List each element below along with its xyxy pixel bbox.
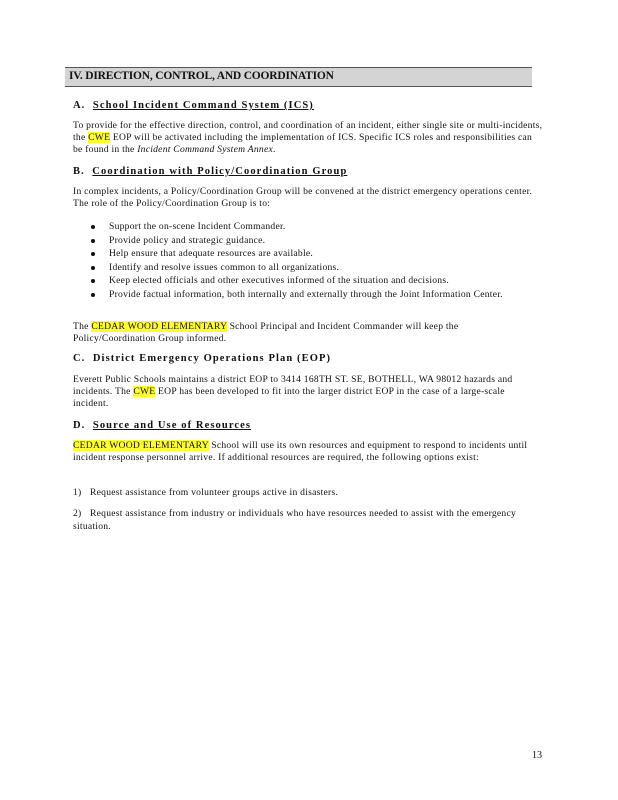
option-item-2	[73, 507, 543, 533]
list-item-text: Support the on-scene Incident Commander.	[109, 221, 286, 232]
subsection-c-title: District Emergency Operations Plan (EOP)	[92, 353, 332, 364]
section-title: IV. DIRECTION, CONTROL, AND COORDINATION	[69, 70, 334, 82]
subsection-a-annex-ref: Incident Command System Annex	[137, 143, 273, 155]
subsection-c-paragraph	[73, 374, 543, 409]
option-item-1	[73, 486, 543, 499]
subsection-a-highlight: CWE	[88, 131, 111, 143]
list-item-text: Keep elected officials and other executives informed of the situation and decisions.	[109, 275, 449, 287]
page-number: 13	[532, 750, 542, 761]
subsection-a-title: School Incident Command System (ICS)	[92, 100, 314, 111]
subsection-a-text-2: EOP will be activated including the implementation of ICS. Specific ICS roles and responsibilities can be found in the	[73, 131, 533, 155]
policy-group-role-list	[73, 220, 533, 301]
bullet-icon	[91, 279, 95, 283]
subsection-b-title: Coordination with Policy/Coordination Group	[92, 166, 348, 177]
subsection-a-paragraph	[73, 120, 543, 155]
subsection-b-outro	[73, 321, 543, 345]
subsection-b-intro: In complex incidents, a Policy/Coordination Group will be convened at the district emergency operations center. The role of the Policy/Coordination Group is to:	[73, 186, 533, 209]
list-item	[73, 274, 533, 288]
subsection-c-letter: C.	[73, 353, 86, 364]
subsection-d-letter: D.	[73, 420, 86, 431]
subsection-b-highlight: CEDAR WOOD ELEMENTARY	[91, 321, 227, 332]
list-item-text: Provide factual information, both internally and externally through the Joint Information Center.	[109, 288, 503, 300]
subsection-b-heading	[73, 166, 347, 177]
subsection-d-paragraph	[73, 440, 543, 464]
list-item-text: Identify and resolve issues common to all organizations.	[109, 261, 340, 273]
subsection-a-letter: A.	[73, 100, 86, 111]
option-text: Request assistance from volunteer groups active in disasters.	[90, 487, 339, 498]
subsection-d-text: School will use its own resources and equipment to respond to incidents until incident response personnel arrive. If additional resources are required, the following options exist:	[73, 440, 528, 463]
subsection-c-text-2: EOP has been developed to fit into the larger district EOP in the case of a large-scale incident.	[73, 385, 505, 409]
subsection-b-outro-text-1: The	[73, 321, 92, 332]
subsection-a-text-3: .	[272, 143, 276, 155]
subsection-d-highlight: CEDAR WOOD ELEMENTARY	[73, 440, 209, 451]
option-text: Request assistance from industry or individuals who have resources needed to assist with the emergency situation.	[73, 508, 517, 532]
bullet-icon	[91, 266, 95, 270]
subsection-c-heading	[73, 353, 331, 364]
list-item	[73, 220, 533, 234]
bullet-icon	[91, 293, 95, 297]
list-item	[73, 234, 533, 248]
bullet-icon	[91, 239, 95, 243]
section-header	[65, 67, 532, 87]
bullet-icon	[91, 252, 95, 256]
list-item-text: Help ensure that adequate resources are available.	[109, 248, 314, 260]
subsection-a-heading	[73, 100, 314, 111]
subsection-c-highlight: CWE	[133, 385, 156, 397]
list-item-text: Provide policy and strategic guidance.	[109, 234, 266, 246]
subsection-d-title: Source and Use of Resources	[92, 420, 252, 431]
option-number: 1)	[73, 487, 82, 498]
list-item	[73, 247, 533, 261]
list-item	[73, 261, 533, 275]
subsection-c-text-1: Everett Public Schools maintains a district EOP to 3414 168TH ST. SE, BOTHELL, WA 98012 hazards and incidents. The	[73, 374, 513, 397]
subsection-a-text-1: To provide for the effective direction, control, and coordination of an incident, either single site or multi-incidents, the	[73, 120, 543, 143]
list-item	[73, 288, 533, 301]
subsection-b-letter: B.	[73, 166, 85, 177]
option-number: 2)	[73, 508, 82, 519]
bullet-icon	[91, 225, 95, 229]
subsection-b-outro-text-2: School Principal and Incident Commander will keep the Policy/Coordination Group informed.	[73, 321, 459, 344]
subsection-d-heading	[73, 420, 251, 431]
